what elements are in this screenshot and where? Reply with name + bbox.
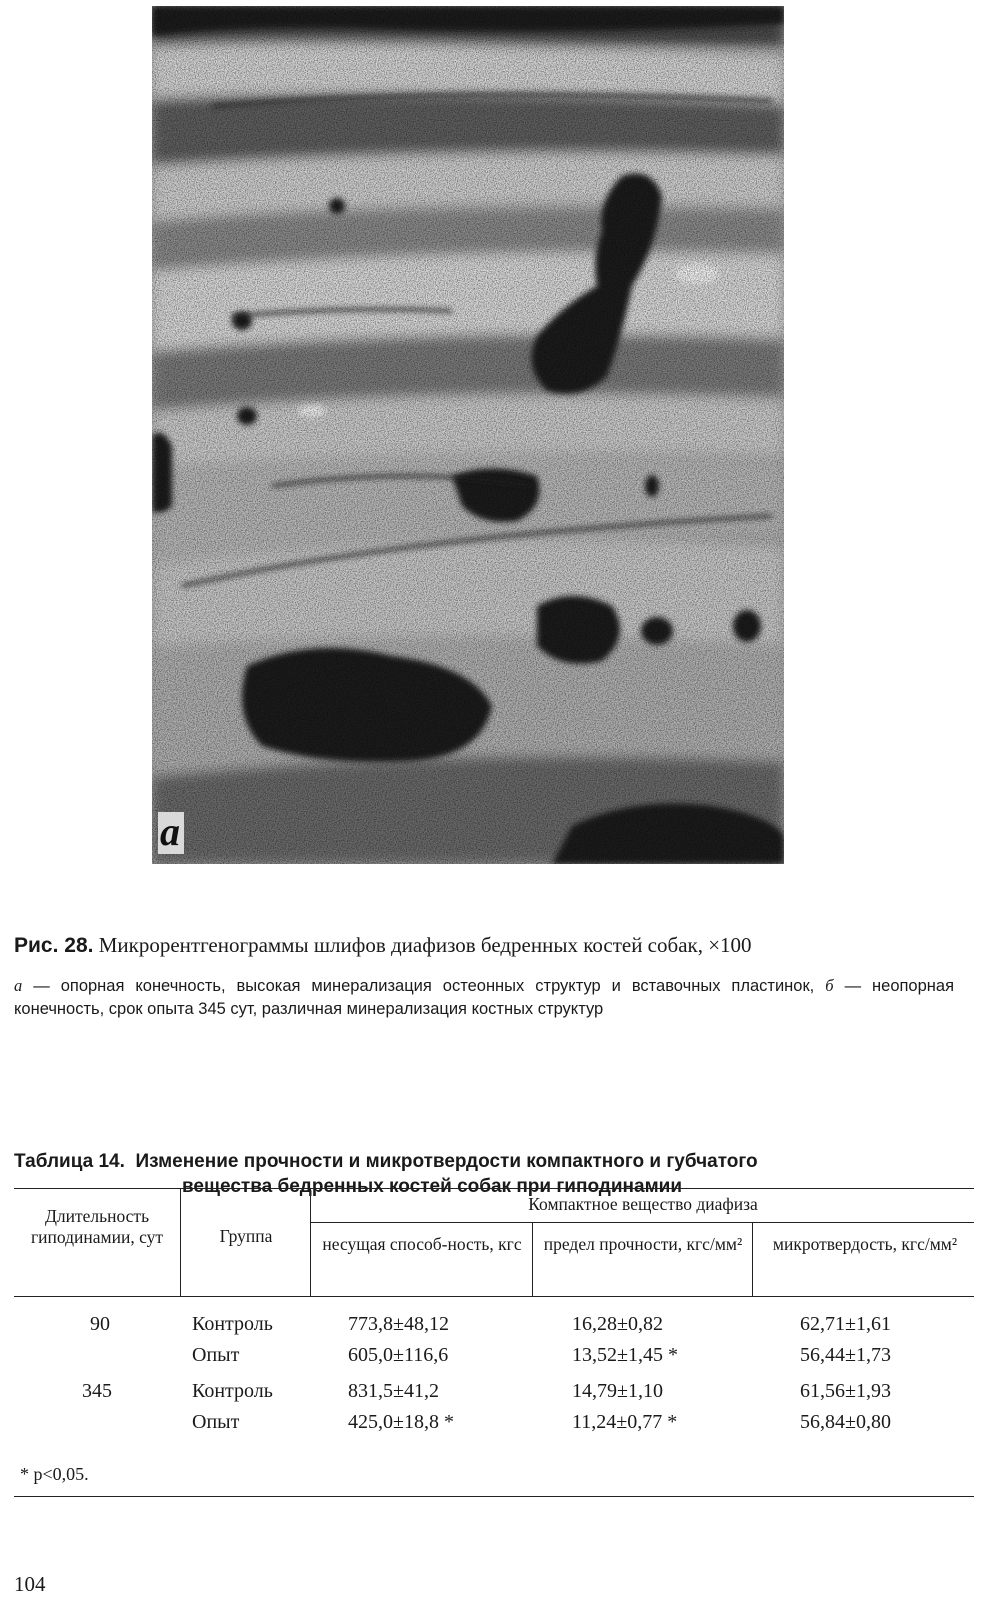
row1-group: Контроль: [192, 1313, 273, 1335]
row3-load: 831,5±41,2: [348, 1380, 439, 1402]
row3-group: Контроль: [192, 1380, 273, 1402]
row1-strength: 16,28±0,82: [572, 1313, 663, 1335]
table-label: Таблица 14.: [14, 1151, 125, 1172]
caption-b-text: — неопорная конечность, срок опыта 345 сут, различная минерализация костных структур: [14, 977, 955, 1018]
row3-strength: 14,79±1,10: [572, 1380, 663, 1402]
figure-title: Микрорентгенограммы шлифов диафизов бедренных костей собак, ×100: [98, 933, 752, 957]
row3-micro: 61,56±1,93: [800, 1380, 891, 1402]
figure-caption-body: [14, 974, 954, 1021]
table-vline-2: [310, 1188, 311, 1296]
caption-a-text: — опорная конечность, высокая минерализация остеонных структур и вставочных пластинок,: [33, 977, 815, 995]
figure-panel-letter: а: [158, 812, 184, 854]
micrograph-figure: [152, 6, 784, 864]
table-top-rule: [14, 1188, 974, 1189]
table-title-text1: Изменение прочности и микротвердости компактного и губчатого: [135, 1151, 758, 1172]
header-duration: Длительность гиподинамии, сут: [30, 1206, 164, 1247]
table-bottom-rule: [14, 1496, 974, 1497]
row2-strength: 13,52±1,45 *: [572, 1344, 678, 1366]
row3-duration: 345: [82, 1380, 112, 1402]
table-vline-4: [752, 1222, 753, 1296]
row1-duration: 90: [90, 1313, 110, 1335]
header-group: Группа: [219, 1226, 273, 1246]
row2-micro: 56,44±1,73: [800, 1344, 891, 1366]
table-title: [14, 1149, 964, 1199]
caption-a-letter: а: [14, 976, 23, 995]
caption-b-letter: б: [825, 976, 834, 995]
row2-group: Опыт: [192, 1344, 240, 1366]
row4-group: Опыт: [192, 1411, 240, 1433]
row4-strength: 11,24±0,77 *: [572, 1411, 678, 1433]
table-header-rule: [14, 1296, 974, 1297]
row1-load: 773,8±48,12: [348, 1313, 449, 1335]
header-compact: Компактное вещество диафиза: [528, 1194, 758, 1214]
table-subheader-rule: [310, 1222, 974, 1223]
table-title-line2: вещества бедренных костей собак при гиподинамии: [182, 1176, 682, 1197]
figure-label: Рис. 28.: [14, 934, 94, 957]
page-number: 104: [14, 1572, 46, 1596]
row1-micro: 62,71±1,61: [800, 1313, 891, 1335]
row4-micro: 56,84±0,80: [800, 1411, 891, 1433]
row4-load: 425,0±18,8 *: [348, 1411, 454, 1433]
micrograph-image: [152, 6, 784, 864]
header-strength: предел прочности, кгс/мм²: [543, 1234, 743, 1254]
table-vline-1: [180, 1188, 181, 1296]
header-microhardness: микротвердость, кгс/мм²: [772, 1234, 958, 1254]
table-vline-3: [532, 1222, 533, 1296]
figure-caption-title: [14, 932, 964, 959]
row2-load: 605,0±116,6: [348, 1344, 449, 1366]
header-load: несущая способ-ность, кгс: [322, 1234, 522, 1254]
table-title-line1: [14, 1149, 964, 1174]
table-footnote: * p<0,05.: [20, 1464, 89, 1484]
